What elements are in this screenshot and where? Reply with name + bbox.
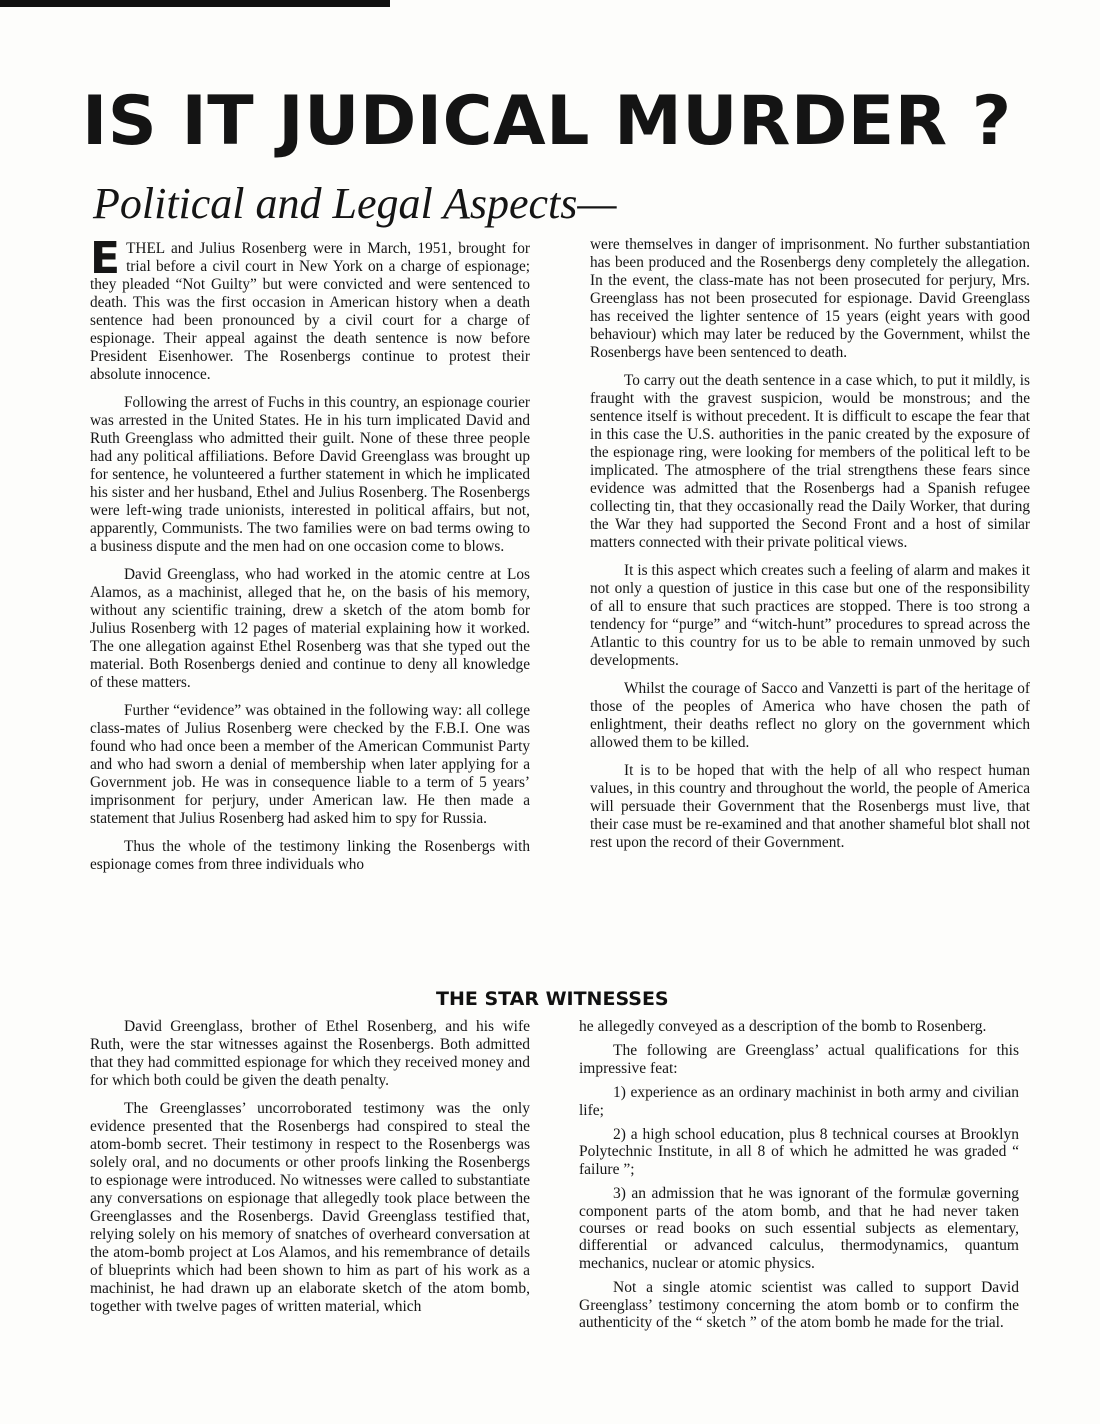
column-top-right bbox=[590, 236, 1030, 862]
intro-paragraph bbox=[90, 233, 530, 384]
top-border-rule bbox=[0, 0, 390, 7]
paragraph: To carry out the death sentence in a case which, to put it mildly, is fraught with the gravest suspicion, would be monstrous; and the sentence itself is without precedent. It is difficult to escape the fear that in this case the U.S. authorities in the panic created by the exposure of the espionage ring, were looking for members of the political left to be implicated. The atmosphere of the trial strengthens these fears since evidence was admitted that the Rosenbergs had a Spanish refugee collecting tin, that they occasionally read the Daily Worker, that during the War they had supported the Second Front and a host of similar matters connected with their private political views. bbox=[590, 372, 1030, 551]
headline: IS IT JUDICAL MURDER ? bbox=[82, 82, 1012, 161]
column-bottom-right bbox=[579, 1018, 1019, 1339]
subtitle: Political and Legal Aspects— bbox=[93, 179, 617, 228]
paragraph: Whilst the courage of Sacco and Vanzetti is part of the heritage of those of the peoples of America who have chosen the path of enlightment, their deaths reflect no glory on the government which allowed them to be killed. bbox=[590, 680, 1030, 751]
paragraph: It is to be hoped that with the help of all who respect human values, in this country and throughout the world, the people of America will persuade their Government that the Rosenbergs must live, that their case must be re-examined and that another shameful blot shall not rest upon the record of their Government. bbox=[590, 762, 1030, 851]
paragraph: Not a single atomic scientist was called to support David Greenglass’ testimony concerning the atom bomb or to confirm the authenticity of the “ sketch ” of the atom bomb he made for the trial. bbox=[579, 1279, 1019, 1332]
column-bottom-left bbox=[90, 1018, 530, 1326]
paragraph: David Greenglass, brother of Ethel Rosenberg, and his wife Ruth, were the star witnesses against the Rosenbergs. Both admitted that they had committed espionage for which they received money and for which both could be given the death penalty. bbox=[90, 1018, 530, 1089]
paragraph: he allegedly conveyed as a description of the bomb to Rosenberg. bbox=[579, 1018, 987, 1035]
list-item: 1) experience as an ordinary machinist in both army and civilian life; bbox=[579, 1084, 1019, 1119]
drop-cap: E bbox=[90, 233, 121, 284]
paragraph: The following are Greenglass’ actual qualifications for this impressive feat: bbox=[579, 1042, 1019, 1077]
paragraph: were themselves in danger of imprisonment. No further substantiation has been produced and the Rosenbergs deny completely the allegation. In the event, the class-mate has not been prosecuted for perjury, Mrs. Greenglass has not been prosecuted for espionage. David Greenglass has received the lighter sentence of 15 years (eight years with good behaviour) which may later be reduced by the Government, whilst the Rosenbergs have been sentenced to death. bbox=[590, 236, 1030, 361]
paragraph: Further “evidence” was obtained in the following way: all college class-mates of Julius Rosenberg were checked by the F.B.I. One was found who had once been a member of the American Communist Party and who had sworn a denial of membership when later applying for a Government job. He was in consequence liable to a term of 5 years’ imprisonment for perjury, under American law. He then made a statement that Julius Rosenberg had asked him to spy for Russia. bbox=[90, 702, 530, 827]
section-heading: THE STAR WITNESSES bbox=[436, 988, 669, 1010]
paragraph: Following the arrest of Fuchs in this country, an espionage courier was arrested in the United States. He in his turn implicated David and Ruth Greenglass who admitted their guilt. None of these three people had any political affiliations. Before David Greenglass was brought up for sentence, he volunteered a further statement in which he implicated his sister and her husband, Ethel and Julius Rosenberg. The Rosenbergs were left-wing trade unionists, interested in political affairs, but not, apparently, Communists. The two families were on bad terms owing to a business dispute and the men had on one occasion come to blows. bbox=[90, 394, 530, 555]
paragraph: David Greenglass, who had worked in the atomic centre at Los Alamos, as a machinist, alleged that he, on the basis of his memory, without any scientific training, drew a sketch of the atom bomb for Julius Rosenberg with 12 pages of material explaining how it worked. The one allegation against Ethel Rosenberg was that she typed out the material. Both Rosenbergs denied and continue to deny all knowledge of these matters. bbox=[90, 566, 530, 691]
paragraph: The Greenglasses’ uncorroborated testimony was the only evidence presented that the Rosenbergs had conspired to steal the atom-bomb secret. Their testimony in respect to the Rosenbergs was solely oral, and no documents or other proofs linking the Rosenbergs to espionage were introduced. No witnesses were called to substantiate any conversations on espionage that allegedly took place between the Greenglasses and the Rosenbergs. David Greenglass testified that, relying solely on his memory of snatches of overheard conversation at the atom-bomb project at Los Alamos, and his remembrance of details of blueprints which had been shown to him as part of his work as a machinist, he had drawn up an elaborate sketch of the atom bomb, together with twelve pages of written material, which bbox=[90, 1100, 530, 1315]
paragraph: It is this aspect which creates such a feeling of alarm and makes it not only a question of justice in this case but one of the responsibility of all to ensure that such practices are stopped. There is too strong a tendency for “purge” and “witch-hunt” procedures to spread across the Atlantic to this country for us to be able to remain unmoved by such developments. bbox=[590, 562, 1030, 669]
list-item: 3) an admission that he was ignorant of the formulæ governing component parts of the atom bomb, and that he had never taken courses or read books on such essential subjects as elementary, differential or advanced calculus, thermodynamics, quantum mechanics, nuclear or atomic physics. bbox=[579, 1185, 1019, 1272]
intro-text: THEL and Julius Rosenberg were in March, 1951, brought for trial before a civil court in New York on a charge of espionage; they pleaded “Not Guilty” but were convicted and were sentenced to death. This was the first occasion in American history when a death sentence had been pronounced by a civil court for a charge of espionage. Their appeal against the death sentence is now before President Eisenhower. The Rosenbergs continue to protest their absolute innocence. bbox=[90, 240, 530, 383]
paragraph: Thus the whole of the testimony linking the Rosenbergs with espionage comes from three individuals who bbox=[90, 838, 530, 873]
list-item: 2) a high school education, plus 8 technical courses at Brooklyn Polytechnic Institute, in all 8 of which he admitted he was graded “ failure ”; bbox=[579, 1126, 1019, 1178]
column-top-left bbox=[90, 233, 530, 884]
